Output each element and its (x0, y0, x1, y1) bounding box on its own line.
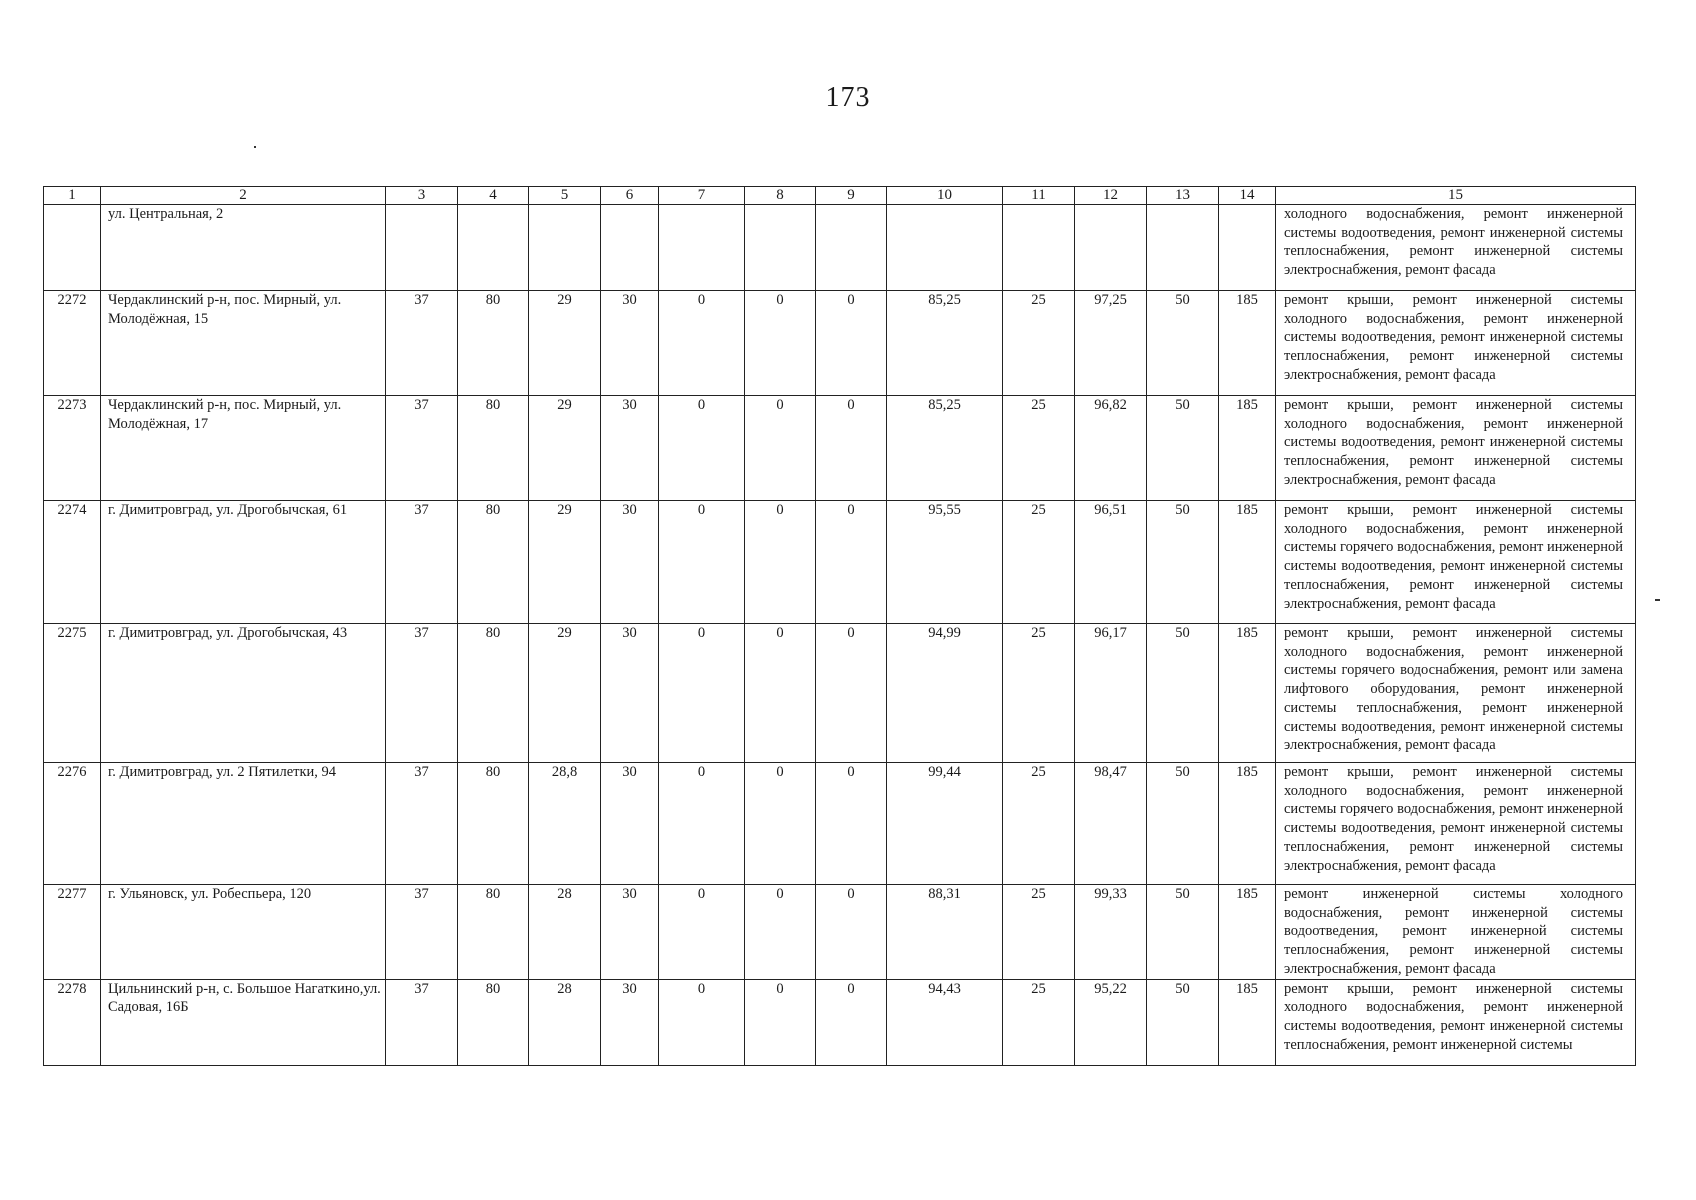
address-cell: г. Димитровград, ул. Дрогобычская, 61 (101, 501, 386, 624)
row-number-cell (44, 205, 101, 291)
col5-cell: 28 (529, 885, 601, 980)
table-row (44, 624, 1636, 763)
col14-cell: 185 (1219, 501, 1276, 624)
col7-cell: 0 (659, 624, 745, 763)
col6-cell (601, 205, 659, 291)
col12-cell: 98,47 (1075, 763, 1147, 885)
address-cell: г. Димитровград, ул. 2 Пятилетки, 94 (101, 763, 386, 885)
col8-cell: 0 (745, 501, 816, 624)
column-header: 2 (101, 187, 386, 205)
row-number-cell: 2272 (44, 291, 101, 396)
col3-cell: 37 (386, 624, 458, 763)
col7-cell: 0 (659, 763, 745, 885)
col4-cell: 80 (458, 624, 529, 763)
col11-cell: 25 (1003, 291, 1075, 396)
column-header: 3 (386, 187, 458, 205)
col9-cell: 0 (816, 885, 887, 980)
column-header: 4 (458, 187, 529, 205)
table-row (44, 763, 1636, 885)
col14-cell: 185 (1219, 979, 1276, 1065)
col9-cell: 0 (816, 501, 887, 624)
col13-cell: 50 (1147, 885, 1219, 980)
col14-cell: 185 (1219, 624, 1276, 763)
col12-cell: 97,25 (1075, 291, 1147, 396)
col4-cell: 80 (458, 396, 529, 501)
works-list-cell: холодного водоснабжения, ремонт инженерной системы водоотведения, ремонт инженерной системы теплоснабжения, ремонт инженерной системы электроснабжения, ремонт фасада (1276, 205, 1636, 291)
col11-cell: 25 (1003, 763, 1075, 885)
col9-cell: 0 (816, 624, 887, 763)
col12-cell: 96,17 (1075, 624, 1147, 763)
col10-cell: 85,25 (887, 396, 1003, 501)
col3-cell: 37 (386, 396, 458, 501)
col11-cell: 25 (1003, 396, 1075, 501)
col8-cell: 0 (745, 396, 816, 501)
row-number-cell: 2273 (44, 396, 101, 501)
col8-cell: 0 (745, 979, 816, 1065)
col14-cell: 185 (1219, 885, 1276, 980)
works-list-cell: ремонт крыши, ремонт инженерной системы холодного водоснабжения, ремонт инженерной системы водоотведения, ремонт инженерной системы теплоснабжения, ремонт инженерной системы электроснабжения, ремонт фасада (1276, 291, 1636, 396)
col9-cell: 0 (816, 979, 887, 1065)
works-list-cell: ремонт инженерной системы холодного водоснабжения, ремонт инженерной системы водоотведения, ремонт инженерной системы теплоснабжения, ремонт инженерной системы электроснабжения, ремонт фасада (1276, 885, 1636, 980)
col13-cell: 50 (1147, 763, 1219, 885)
col8-cell: 0 (745, 624, 816, 763)
col13-cell: 50 (1147, 979, 1219, 1065)
column-header: 5 (529, 187, 601, 205)
col13-cell: 50 (1147, 291, 1219, 396)
col6-cell: 30 (601, 885, 659, 980)
col3-cell: 37 (386, 501, 458, 624)
col5-cell: 28 (529, 979, 601, 1065)
col10-cell: 95,55 (887, 501, 1003, 624)
table-header-row (44, 187, 1636, 205)
page-number: 173 (825, 82, 871, 113)
col7-cell: 0 (659, 979, 745, 1065)
works-list-cell: ремонт крыши, ремонт инженерной системы холодного водоснабжения, ремонт инженерной системы водоотведения, ремонт инженерной системы теплоснабжения, ремонт инженерной системы электроснабжения, ремонт фасада (1276, 396, 1636, 501)
col8-cell (745, 205, 816, 291)
col8-cell: 0 (745, 291, 816, 396)
col4-cell (458, 205, 529, 291)
col3-cell: 37 (386, 885, 458, 980)
works-list-cell: ремонт крыши, ремонт инженерной системы холодного водоснабжения, ремонт инженерной системы горячего водоснабжения, ремонт инженерной системы водоотведения, ремонт инженерной системы теплоснабжения, ремонт инженерной системы электроснабжения, ремонт фасада (1276, 763, 1636, 885)
col4-cell: 80 (458, 885, 529, 980)
table-row (44, 396, 1636, 501)
col10-cell: 85,25 (887, 291, 1003, 396)
col10-cell: 94,99 (887, 624, 1003, 763)
col14-cell: 185 (1219, 763, 1276, 885)
col11-cell (1003, 205, 1075, 291)
scan-speck (254, 146, 256, 148)
table-row (44, 979, 1636, 1065)
works-list-cell: ремонт крыши, ремонт инженерной системы холодного водоснабжения, ремонт инженерной системы горячего водоснабжения, ремонт инженерной системы водоотведения, ремонт инженерной системы теплоснабжения, ремонт инженерной системы электроснабжения, ремонт фасада (1276, 501, 1636, 624)
row-number-cell: 2276 (44, 763, 101, 885)
col7-cell: 0 (659, 396, 745, 501)
address-cell: г. Ульяновск, ул. Робеспьера, 120 (101, 885, 386, 980)
table-row (44, 205, 1636, 291)
col13-cell: 50 (1147, 501, 1219, 624)
col6-cell: 30 (601, 763, 659, 885)
col3-cell (386, 205, 458, 291)
address-cell: ул. Центральная, 2 (101, 205, 386, 291)
col6-cell: 30 (601, 501, 659, 624)
col12-cell (1075, 205, 1147, 291)
col4-cell: 80 (458, 501, 529, 624)
col5-cell (529, 205, 601, 291)
col13-cell (1147, 205, 1219, 291)
col4-cell: 80 (458, 291, 529, 396)
column-header: 9 (816, 187, 887, 205)
address-cell: г. Димитровград, ул. Дрогобычская, 43 (101, 624, 386, 763)
register-table (43, 186, 1636, 1066)
column-header: 14 (1219, 187, 1276, 205)
col14-cell (1219, 205, 1276, 291)
col6-cell: 30 (601, 979, 659, 1065)
column-header: 1 (44, 187, 101, 205)
col5-cell: 28,8 (529, 763, 601, 885)
col7-cell: 0 (659, 291, 745, 396)
table-row (44, 885, 1636, 980)
works-list-cell: ремонт крыши, ремонт инженерной системы холодного водоснабжения, ремонт инженерной системы водоотведения, ремонт инженерной системы теплоснабжения, ремонт инженерной системы (1276, 979, 1636, 1065)
col12-cell: 99,33 (1075, 885, 1147, 980)
col14-cell: 185 (1219, 396, 1276, 501)
table-row (44, 291, 1636, 396)
row-number-cell: 2275 (44, 624, 101, 763)
column-header: 12 (1075, 187, 1147, 205)
col7-cell: 0 (659, 885, 745, 980)
col11-cell: 25 (1003, 624, 1075, 763)
col9-cell: 0 (816, 763, 887, 885)
col8-cell: 0 (745, 885, 816, 980)
col9-cell: 0 (816, 291, 887, 396)
column-header: 11 (1003, 187, 1075, 205)
address-cell: Чердаклинский р-н, пос. Мирный, ул. Молодёжная, 17 (101, 396, 386, 501)
address-cell: Чердаклинский р-н, пос. Мирный, ул. Молодёжная, 15 (101, 291, 386, 396)
col12-cell: 96,82 (1075, 396, 1147, 501)
row-number-cell: 2274 (44, 501, 101, 624)
col3-cell: 37 (386, 979, 458, 1065)
col9-cell: 0 (816, 396, 887, 501)
works-list-cell: ремонт крыши, ремонт инженерной системы холодного водоснабжения, ремонт инженерной системы горячего водоснабжения, ремонт или замена лифтового оборудования, ремонт инженерной системы теплоснабжения, ремонт инженерной системы водоотведения, ремонт инженерной системы электроснабжения, ремонт фасада (1276, 624, 1636, 763)
column-header: 13 (1147, 187, 1219, 205)
col13-cell: 50 (1147, 396, 1219, 501)
column-header: 15 (1276, 187, 1636, 205)
col6-cell: 30 (601, 291, 659, 396)
col7-cell (659, 205, 745, 291)
col5-cell: 29 (529, 624, 601, 763)
column-header: 6 (601, 187, 659, 205)
col11-cell: 25 (1003, 501, 1075, 624)
col4-cell: 80 (458, 979, 529, 1065)
col10-cell: 94,43 (887, 979, 1003, 1065)
col12-cell: 96,51 (1075, 501, 1147, 624)
column-header: 10 (887, 187, 1003, 205)
col8-cell: 0 (745, 763, 816, 885)
col4-cell: 80 (458, 763, 529, 885)
col3-cell: 37 (386, 291, 458, 396)
col5-cell: 29 (529, 501, 601, 624)
col10-cell: 99,44 (887, 763, 1003, 885)
col10-cell (887, 205, 1003, 291)
row-number-cell: 2278 (44, 979, 101, 1065)
col14-cell: 185 (1219, 291, 1276, 396)
col10-cell: 88,31 (887, 885, 1003, 980)
col5-cell: 29 (529, 291, 601, 396)
col11-cell: 25 (1003, 979, 1075, 1065)
col11-cell: 25 (1003, 885, 1075, 980)
col7-cell: 0 (659, 501, 745, 624)
col9-cell (816, 205, 887, 291)
col3-cell: 37 (386, 763, 458, 885)
column-header: 7 (659, 187, 745, 205)
column-header: 8 (745, 187, 816, 205)
scan-speck (1655, 599, 1660, 601)
row-number-cell: 2277 (44, 885, 101, 980)
col6-cell: 30 (601, 396, 659, 501)
col5-cell: 29 (529, 396, 601, 501)
col6-cell: 30 (601, 624, 659, 763)
col13-cell: 50 (1147, 624, 1219, 763)
address-cell: Цильнинский р-н, с. Большое Нагаткино,ул. Садовая, 16Б (101, 979, 386, 1065)
table-row (44, 501, 1636, 624)
col12-cell: 95,22 (1075, 979, 1147, 1065)
